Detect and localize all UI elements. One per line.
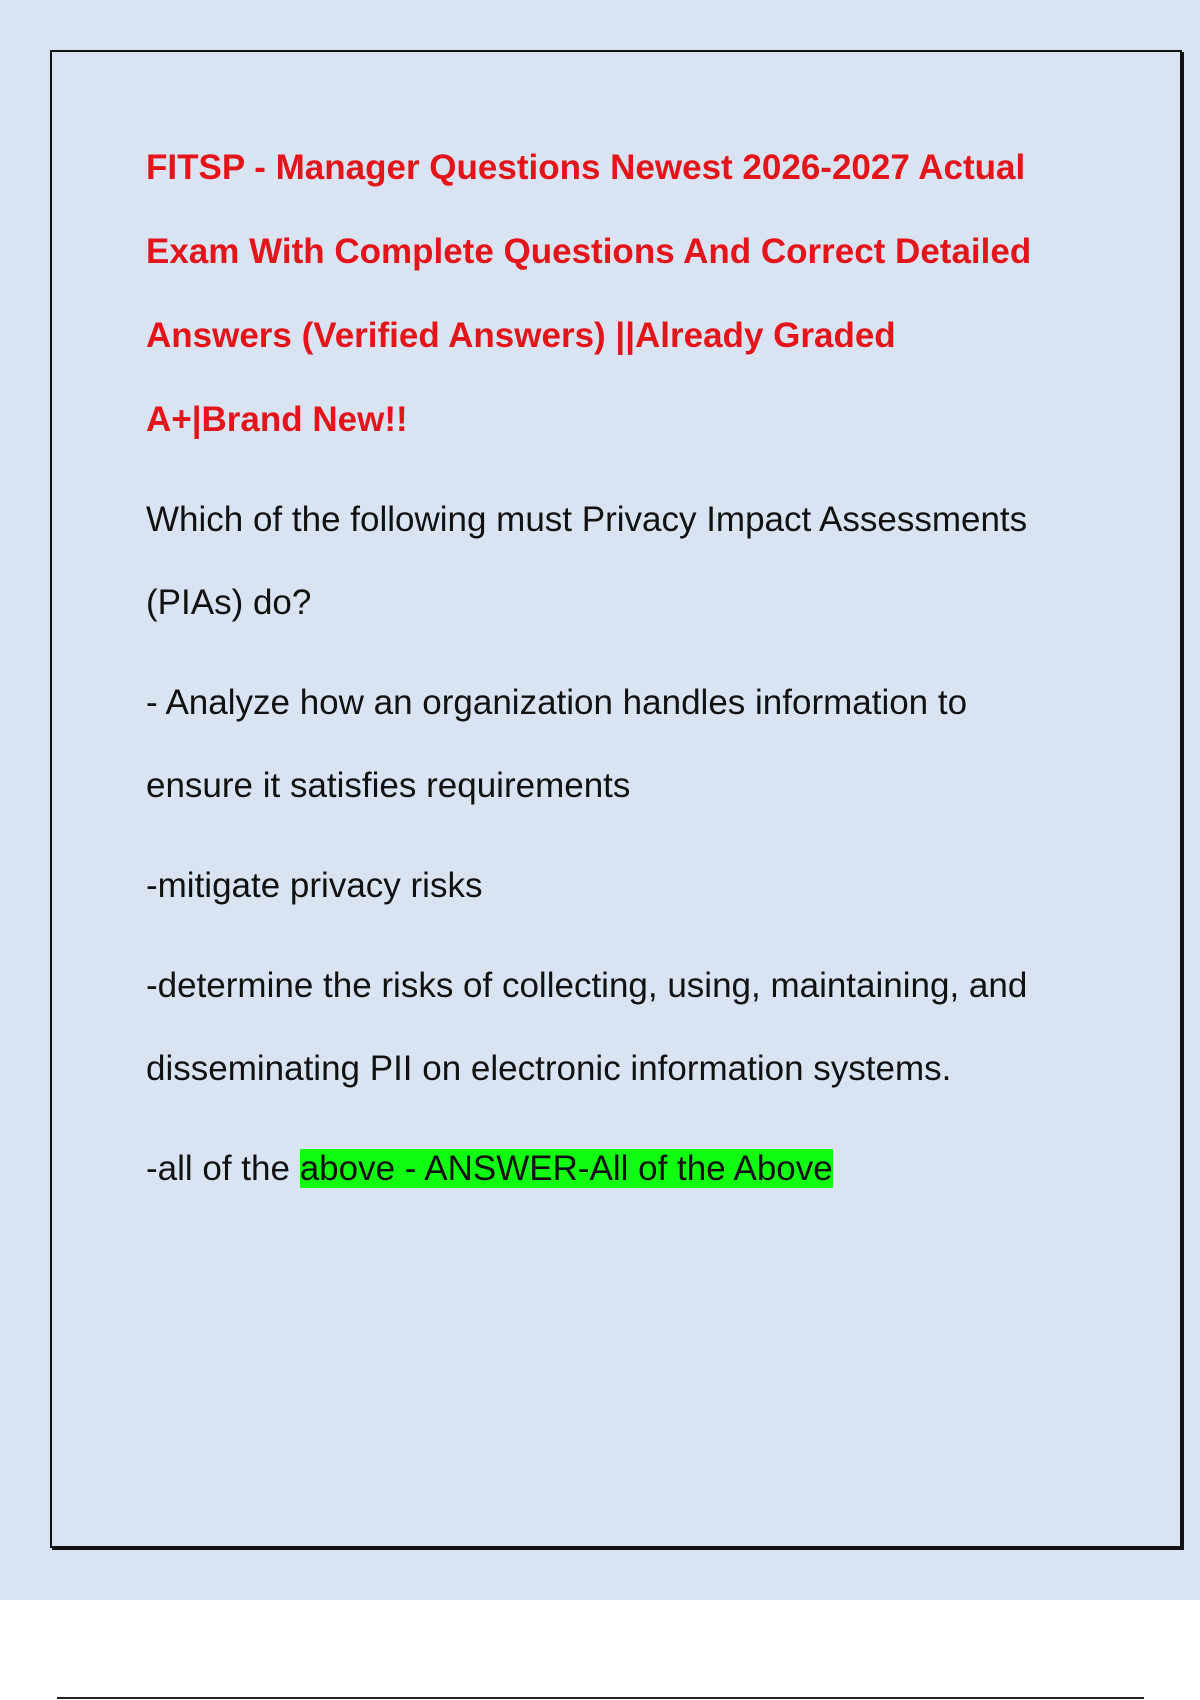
- footer-divider: [57, 1697, 1144, 1699]
- answer-option-4: [146, 1127, 1106, 1210]
- option-4-prefix: -all of the: [146, 1149, 300, 1188]
- question-text: [146, 478, 1106, 644]
- option-3-line-1: -determine the risks of collecting, using, maintaining, and: [146, 966, 1028, 1005]
- option-4-line: [146, 1127, 1106, 1210]
- title-line-1: FITSP - Manager Questions Newest 2026-2027 Actual: [146, 148, 1026, 187]
- answer-highlight: above - ANSWER-All of the Above: [299, 1149, 833, 1188]
- option-1-line-2: ensure it satisfies requirements: [146, 766, 631, 805]
- option-3-line-2: disseminating PII on electronic information systems.: [146, 1049, 952, 1088]
- option-1-line-1: - Analyze how an organization handles information to: [146, 683, 968, 722]
- option-2-line: -mitigate privacy risks: [146, 866, 483, 905]
- question-line-1: Which of the following must Privacy Impact Assessments: [146, 500, 1028, 539]
- title-line-3: Answers (Verified Answers) ||Already Graded: [146, 316, 896, 355]
- answer-option-2: [146, 844, 1106, 927]
- document-title: [146, 126, 1106, 462]
- title-line-4: A+|Brand New!!: [146, 400, 408, 439]
- answer-option-1: [146, 661, 1106, 827]
- document-content: [146, 126, 1106, 1210]
- question-line-2: (PIAs) do?: [146, 583, 312, 622]
- title-line-2: Exam With Complete Questions And Correct Detailed: [146, 232, 1032, 271]
- answer-option-3: [146, 944, 1106, 1110]
